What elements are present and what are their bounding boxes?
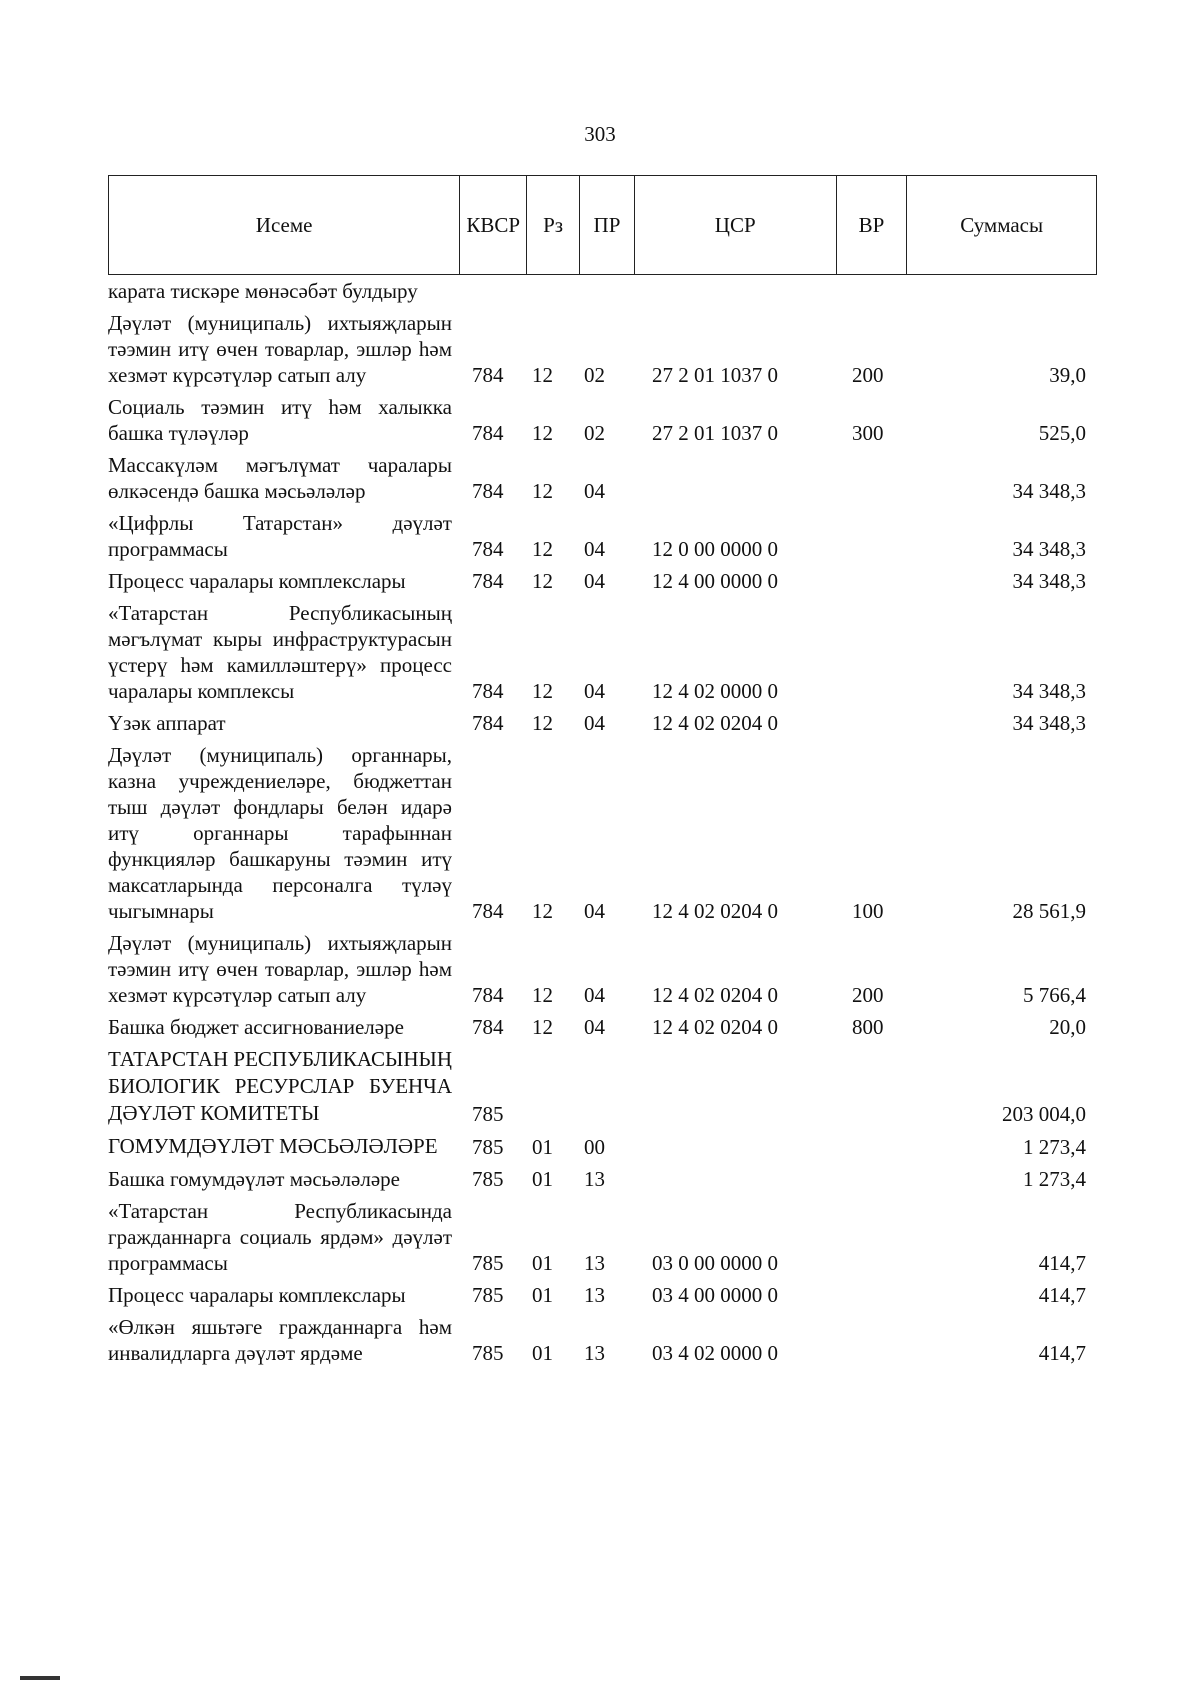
row-rz: 12 bbox=[532, 1015, 553, 1039]
row-rz: 12 bbox=[532, 363, 553, 387]
row-name: «Цифрлы Татарстан» дәүләт программасы bbox=[108, 511, 452, 561]
row-rz: 12 bbox=[532, 537, 553, 561]
header-sum: Суммасы bbox=[960, 212, 1044, 237]
header-csr: ЦСР bbox=[635, 176, 837, 274]
row-kvsr: 785 bbox=[472, 1341, 504, 1365]
row-sum: 5 766,4 bbox=[1023, 983, 1086, 1007]
row-name: Дәүләт (муниципаль) органнары, казна учреждениеләре, бюджеттан тыш дәүләт фондлары белән идарә итү органнары тарафыннан функцияләр башкаруны тәэмин итү максатларында персоналга түләү чыгымнары bbox=[108, 743, 452, 923]
scan-mark bbox=[20, 1676, 60, 1680]
row-vr: 800 bbox=[852, 1015, 884, 1039]
row-sum: 1 273,4 bbox=[1023, 1167, 1086, 1191]
row-pr: 04 bbox=[584, 1015, 605, 1039]
row-sum: 28 561,9 bbox=[1012, 899, 1086, 923]
table-row bbox=[108, 568, 1097, 594]
row-sum: 34 348,3 bbox=[1012, 679, 1086, 703]
row-pr: 02 bbox=[584, 421, 605, 445]
header-vr: ВР bbox=[837, 176, 908, 274]
table-header bbox=[108, 175, 1097, 275]
row-kvsr: 784 bbox=[472, 679, 504, 703]
row-csr: 03 4 02 0000 0 bbox=[652, 1341, 778, 1365]
table-row bbox=[108, 452, 1097, 504]
row-rz: 12 bbox=[532, 899, 553, 923]
table-row bbox=[108, 930, 1097, 1008]
row-csr: 12 4 02 0204 0 bbox=[652, 983, 778, 1007]
row-csr: 12 0 00 0000 0 bbox=[652, 537, 778, 561]
row-rz: 01 bbox=[532, 1135, 553, 1159]
row-pr: 02 bbox=[584, 363, 605, 387]
table-row bbox=[108, 510, 1097, 562]
table-row bbox=[108, 1282, 1097, 1308]
row-name: «Татарстан Республикасында гражданнарга социаль ярдәм» дәүләт программасы bbox=[108, 1199, 452, 1275]
table-row bbox=[108, 1166, 1097, 1192]
row-sum: 203 004,0 bbox=[1002, 1102, 1086, 1126]
row-sum: 414,7 bbox=[1038, 1283, 1086, 1307]
row-vr: 100 bbox=[852, 899, 884, 923]
table-row bbox=[108, 394, 1097, 446]
table-row bbox=[108, 742, 1097, 924]
row-pr: 13 bbox=[584, 1251, 605, 1275]
row-sum: 20,0 bbox=[1049, 1015, 1086, 1039]
row-rz: 12 bbox=[532, 569, 553, 593]
row-csr: 03 0 00 0000 0 bbox=[652, 1251, 778, 1275]
row-kvsr: 784 bbox=[472, 363, 504, 387]
row-name: Дәүләт (муниципаль) ихтыяҗларын тәэмин итү өчен товарлар, эшләр һәм хезмәт күрсәтүләр сатып алу bbox=[108, 311, 452, 387]
row-rz: 01 bbox=[532, 1341, 553, 1365]
row-name: Процесс чаралары комплекслары bbox=[108, 569, 406, 593]
row-pr: 04 bbox=[584, 479, 605, 503]
row-rz: 01 bbox=[532, 1167, 553, 1191]
row-csr: 03 4 00 0000 0 bbox=[652, 1283, 778, 1307]
row-kvsr: 784 bbox=[472, 421, 504, 445]
row-sum: 414,7 bbox=[1038, 1251, 1086, 1275]
row-name: Социаль тәэмин итү һәм халыкка башка түләүләр bbox=[108, 395, 452, 445]
header-name: Исеме bbox=[109, 176, 460, 274]
row-kvsr: 784 bbox=[472, 569, 504, 593]
table-row bbox=[108, 278, 1097, 304]
page-number: 303 bbox=[584, 122, 616, 146]
row-rz: 12 bbox=[532, 479, 553, 503]
row-pr: 04 bbox=[584, 569, 605, 593]
row-vr: 200 bbox=[852, 363, 884, 387]
table-row bbox=[108, 600, 1097, 704]
table-row bbox=[108, 1014, 1097, 1040]
row-csr: 12 4 02 0204 0 bbox=[652, 711, 778, 735]
row-name: «Өлкән яшьтәге гражданнарга һәм инвалидларга дәүләт ярдәме bbox=[108, 1315, 452, 1365]
table-body bbox=[108, 278, 1097, 1372]
row-csr: 12 4 02 0000 0 bbox=[652, 679, 778, 703]
row-sum: 1 273,4 bbox=[1023, 1135, 1086, 1159]
row-sum: 39,0 bbox=[1049, 363, 1086, 387]
row-name: Үзәк аппарат bbox=[108, 711, 226, 735]
row-pr: 04 bbox=[584, 537, 605, 561]
header-pr: ПР bbox=[580, 176, 635, 274]
row-pr: 04 bbox=[584, 679, 605, 703]
row-name: Башка гомумдәүләт мәсьәләләре bbox=[108, 1167, 400, 1191]
row-pr: 04 bbox=[584, 983, 605, 1007]
row-rz: 12 bbox=[532, 679, 553, 703]
row-kvsr: 784 bbox=[472, 1015, 504, 1039]
row-kvsr: 784 bbox=[472, 983, 504, 1007]
row-sum: 34 348,3 bbox=[1012, 569, 1086, 593]
row-rz: 01 bbox=[532, 1283, 553, 1307]
row-kvsr: 785 bbox=[472, 1102, 504, 1126]
row-sum: 34 348,3 bbox=[1012, 479, 1086, 503]
row-pr: 13 bbox=[584, 1283, 605, 1307]
row-name: Массакүләм мәгълүмат чаралары өлкәсендә башка мәсьәләләр bbox=[108, 453, 452, 503]
row-rz: 12 bbox=[532, 983, 553, 1007]
row-kvsr: 784 bbox=[472, 711, 504, 735]
row-csr: 27 2 01 1037 0 bbox=[652, 363, 778, 387]
row-pr: 13 bbox=[584, 1341, 605, 1365]
row-pr: 04 bbox=[584, 899, 605, 923]
row-kvsr: 785 bbox=[472, 1167, 504, 1191]
row-rz: 12 bbox=[532, 421, 553, 445]
row-csr: 12 4 00 0000 0 bbox=[652, 569, 778, 593]
header-kvsr: КВСР bbox=[460, 176, 527, 274]
table-row bbox=[108, 1133, 1097, 1160]
row-kvsr: 785 bbox=[472, 1283, 504, 1307]
row-kvsr: 784 bbox=[472, 479, 504, 503]
row-rz: 12 bbox=[532, 711, 553, 735]
row-pr: 00 bbox=[584, 1135, 605, 1159]
row-sum: 34 348,3 bbox=[1012, 537, 1086, 561]
row-pr: 13 bbox=[584, 1167, 605, 1191]
row-name: карата тискәре мөнәсәбәт булдыру bbox=[108, 279, 418, 303]
header-rz: Рз bbox=[527, 176, 580, 274]
row-pr: 04 bbox=[584, 711, 605, 735]
table-row bbox=[108, 710, 1097, 736]
table-row bbox=[108, 1314, 1097, 1366]
row-kvsr: 785 bbox=[472, 1251, 504, 1275]
row-name: ГОМУМДӘҮЛӘТ МӘСЬӘЛӘЛӘРЕ bbox=[108, 1134, 438, 1158]
row-kvsr: 784 bbox=[472, 899, 504, 923]
row-rz: 01 bbox=[532, 1251, 553, 1275]
table-row bbox=[108, 1198, 1097, 1276]
row-name: «Татарстан Республикасының мәгълүмат кыры инфраструктурасын үстерү һәм камилләштерү» процесс чаралары комплексы bbox=[108, 601, 452, 703]
row-csr: 12 4 02 0204 0 bbox=[652, 1015, 778, 1039]
row-sum: 34 348,3 bbox=[1012, 711, 1086, 735]
table-row bbox=[108, 310, 1097, 388]
row-vr: 300 bbox=[852, 421, 884, 445]
row-name: Дәүләт (муниципаль) ихтыяҗларын тәэмин итү өчен товарлар, эшләр һәм хезмәт күрсәтүләр сатып алу bbox=[108, 931, 452, 1007]
table-row bbox=[108, 1046, 1097, 1127]
row-kvsr: 784 bbox=[472, 537, 504, 561]
row-csr: 27 2 01 1037 0 bbox=[652, 421, 778, 445]
row-vr: 200 bbox=[852, 983, 884, 1007]
row-sum: 525,0 bbox=[1038, 421, 1086, 445]
row-kvsr: 785 bbox=[472, 1135, 504, 1159]
row-name: Процесс чаралары комплекслары bbox=[108, 1283, 406, 1307]
row-name: ТАТАРСТАН РЕСПУБЛИКАСЫНЫҢ БИОЛОГИК РЕСУРСЛАР БУЕНЧА ДӘҮЛӘТ КОМИТЕТЫ bbox=[108, 1047, 452, 1125]
row-name: Башка бюджет ассигнованиеләре bbox=[108, 1015, 404, 1039]
row-csr: 12 4 02 0204 0 bbox=[652, 899, 778, 923]
row-sum: 414,7 bbox=[1038, 1341, 1086, 1365]
